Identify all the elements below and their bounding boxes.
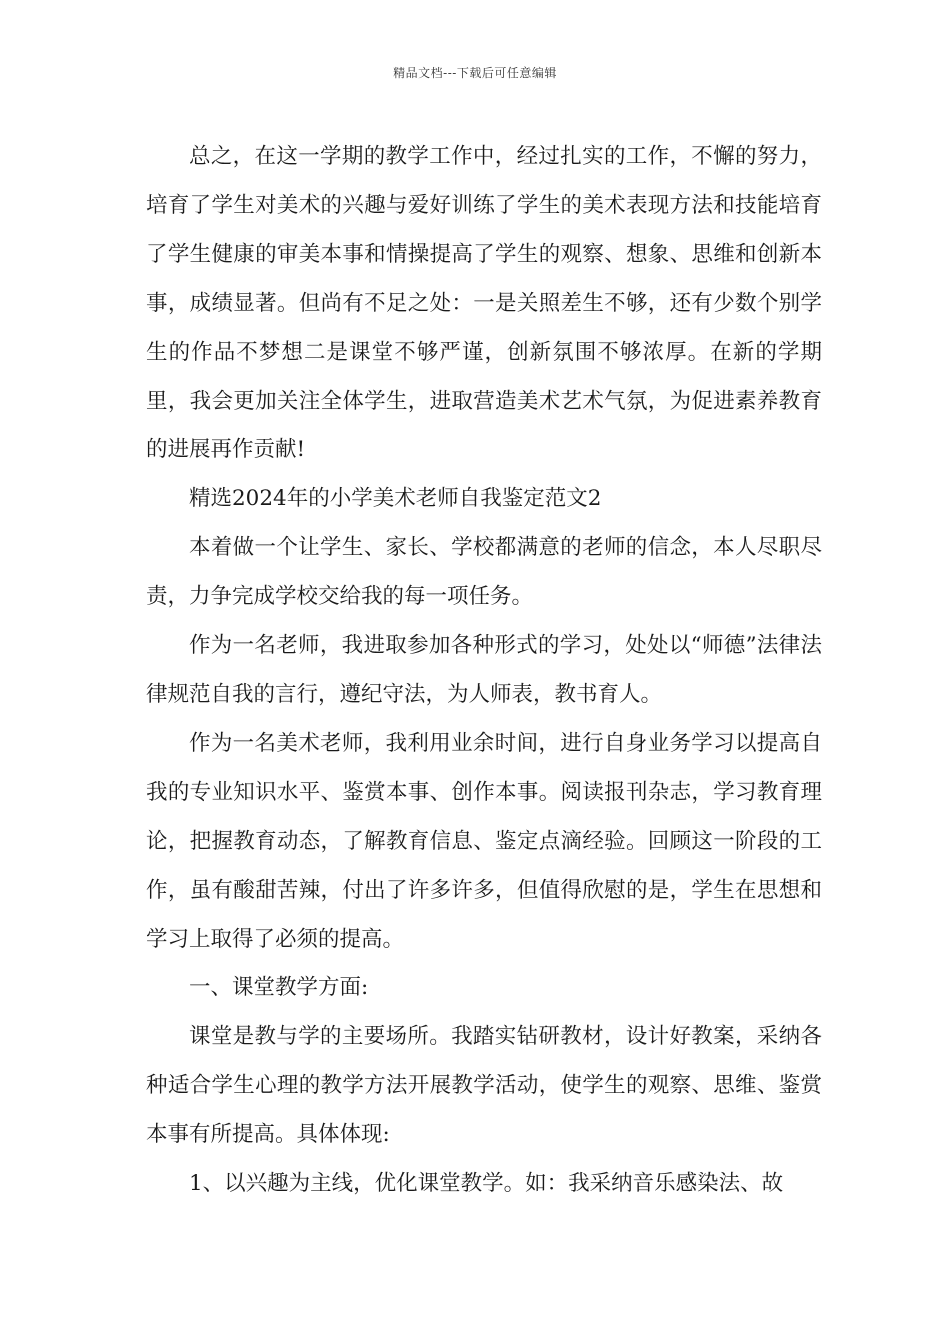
paragraph-classroom: 课堂是教与学的主要场所。我踏实钻研教材，设计好教案，采纳各种适合学生心理的教学方法开展教学活动，使学生的观察、思维、鉴赏本事有所提高。具体体现:: [146, 1024, 822, 1148]
section-title: 精选2024年的小学美术老师自我鉴定范文2: [189, 486, 602, 512]
list-item-interest: 1、以兴趣为主线，优化课堂教学。如：我采纳音乐感染法、故: [189, 1171, 784, 1197]
paragraph-ethics: 作为一名老师，我进取参加各种形式的学习，处处以“师德”法律法律规范自我的言行，遵纪守法，为人师表，教书育人。: [146, 633, 822, 707]
document-body: [146, 133, 822, 1209]
paragraph-summary: 总之，在这一学期的教学工作中，经过扎实的工作，不懈的努力，培育了学生对美术的兴趣与爱好训练了学生的美术表现方法和技能培育了学生健康的审美本事和情操提高了学生的观察、想象、思维和创新本事，成绩显著。但尚有不足之处：一是关照差生不够，还有少数个别学生的作品不梦想二是课堂不够严谨，创新氛围不够浓厚。在新的学期里，我会更加关注全体学生，进取营造美术艺术气氛，为促进素养教育的进展再作贡献!: [146, 144, 822, 463]
page-header: 精品文档---下载后可任意编辑: [393, 66, 557, 80]
paragraph-intro: 本着做一个让学生、家长、学校都满意的老师的信念，本人尽职尽责，力争完成学校交给我的每一项任务。: [146, 535, 822, 610]
subheading-classroom: 一、课堂教学方面:: [189, 975, 369, 1001]
paragraph-study: 作为一名美术老师，我利用业余时间，进行自身业务学习以提高自我的专业知识水平、鉴赏本事、创作本事。阅读报刊杂志，学习教育理论，把握教育动态，了解教育信息、鉴定点滴经验。回顾这一阶段的工作，虽有酸甜苦辣，付出了许多许多，但值得欣慰的是，学生在思想和学习上取得了必须的提高。: [146, 730, 822, 952]
